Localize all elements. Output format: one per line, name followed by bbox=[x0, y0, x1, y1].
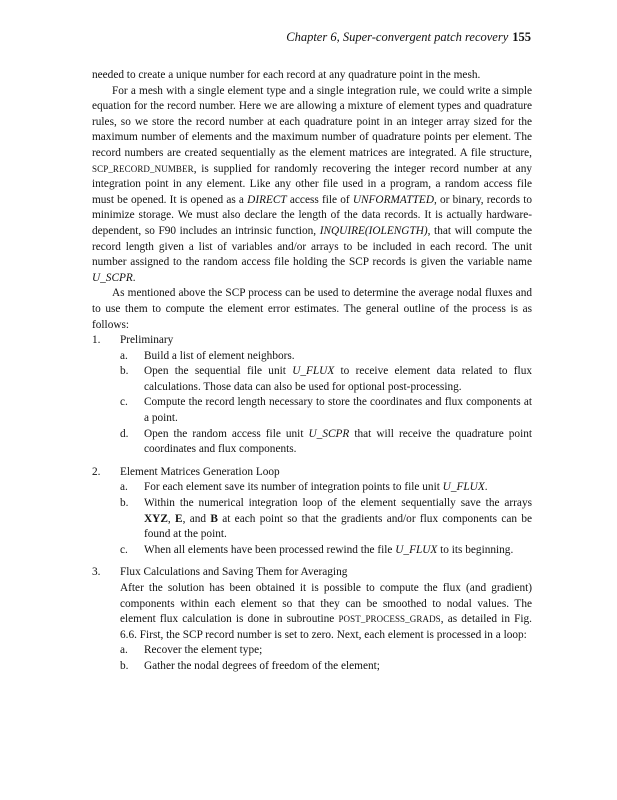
page-body bbox=[92, 68, 532, 675]
subroutine-name: POST_PROCESS_GRADS bbox=[338, 614, 441, 625]
list-item: b. Within the numerical integration loop of the element sequentially save the arrays XYZ, E, and B at each point so that the gradients and/or flux components can be found at the point. bbox=[120, 497, 532, 541]
page-number: 155 bbox=[512, 30, 531, 44]
list-item: c. Compute the record length necessary to store the coordinates and flux components at a point. bbox=[120, 396, 532, 425]
list-step-2: 2. Element Matrices Generation Loop bbox=[92, 465, 280, 478]
paragraph-flux-calculation: After the solution has been obtained it is possible to compute the flux (and gradient) components within each element so that they can be smoothed to nodal values. The element flux calculation is done in subroutine POST_PROCESS_GRADS, as detailed in Fig. 6.6. First, the SCP record number is set to zero. Next, each element is processed in a loop: bbox=[120, 582, 532, 641]
list-step-1: 1. Preliminary bbox=[92, 334, 174, 347]
file-name-scp-record-number: SCP_RECORD_NUMBER bbox=[92, 163, 194, 174]
paragraph-record-number: For a mesh with a single element type and a single integration rule, we could write a simple equation for the record number. Here we are allowing a mixture of element types and quadrature rules, so we store the record number at each quadrature point in an integer array sized for the maximum number of elements and the maximum number of quadrature points per element. The record numbers are created sequentially as the element matrices are integrated. A file structure, SCP_RECORD_NUMBER, is supplied for randomly recovering the integer record number at any integration point in any element. Like any other file used in a program, a random access file must be opened. It is opened as a DIRECT access file of UNFORMATTED, or binary, records to minimize storage. We must also declare the length of the data records. It is actually hardware-dependent, so F90 includes an intrinsic function, INQUIRE(IOLENGTH), that will compute the record length given a list of variables and/or arrays to be included in each record. The unit number assigned to the random access file holding the SCP records is given the variable name U_SCPR. bbox=[92, 84, 532, 284]
list-item: d. Open the random access file unit U_SCPR that will receive the quadrature point coordinates and flux components. bbox=[120, 427, 533, 456]
list-item: b. Open the sequential file unit U_FLUX to receive element data related to flux calculations. Those data can also be used for optional post-processing. bbox=[120, 365, 532, 393]
list-item: a. Build a list of element neighbors. bbox=[120, 349, 295, 362]
paragraph-outline-intro: As mentioned above the SCP process can be used to determine the average nodal fluxes and to use them to compute the element error estimates. The general outline of the process is as follows: bbox=[92, 287, 532, 331]
list-step-3: 3. Flux Calculations and Saving Them for Averaging bbox=[92, 566, 348, 579]
list-item: a. Recover the element type; bbox=[120, 644, 263, 657]
list-item: a. For each element save its number of integration points to file unit U_FLUX. bbox=[120, 481, 488, 494]
list-item: c. When all elements have been processed rewind the file U_FLUX to its beginning. bbox=[120, 543, 514, 556]
chapter-title: Chapter 6, Super-convergent patch recovery bbox=[286, 30, 509, 44]
list-item: b. Gather the nodal degrees of freedom of the element; bbox=[120, 659, 380, 672]
paragraph-continuation: needed to create a unique number for each record at any quadrature point in the mesh. bbox=[92, 69, 481, 81]
running-header bbox=[286, 30, 531, 45]
